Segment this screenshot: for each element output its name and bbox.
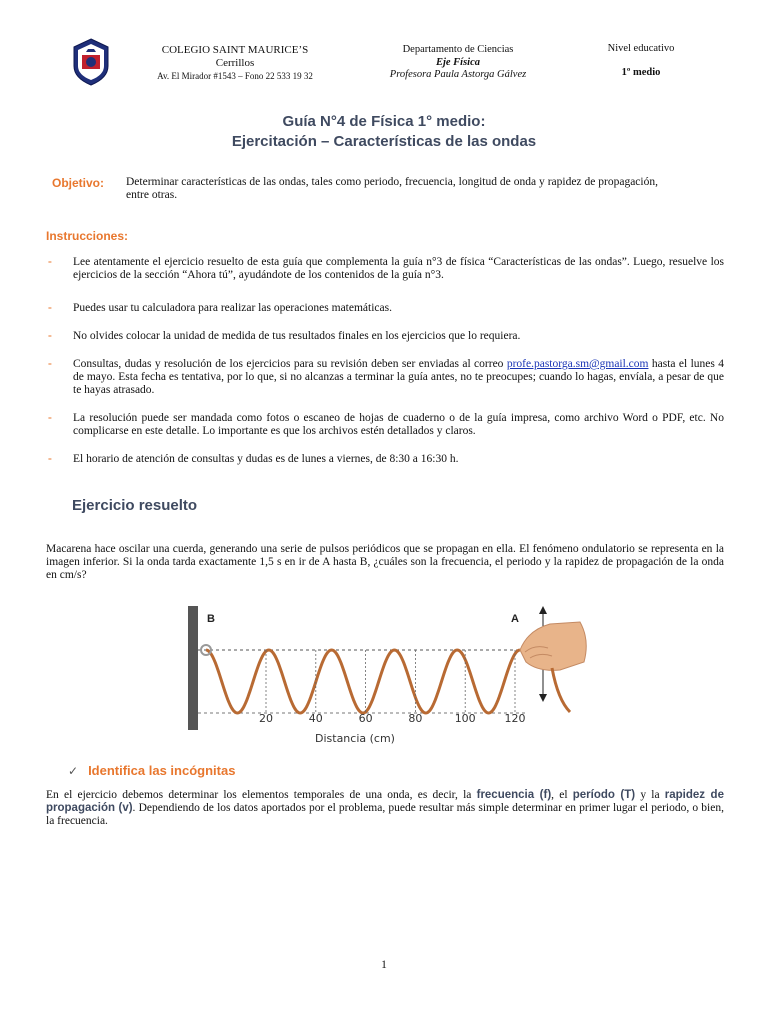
wave-figure (180, 600, 590, 750)
text-segment: y la (640, 789, 660, 801)
checkmark-icon: ✓ (68, 764, 79, 778)
teacher-name: Profesora Paula Astorga Gálvez (389, 69, 527, 80)
problem-text: Macarena hace oscilar una cuerda, generando una serie de pulsos periódicos que se propagan en ella. El fenómeno ondulatorio se representa en la imagen inferior. Si la onda tarda exactamente 1,5 s en ir de A hasta B, ¿cuáles son la frecuencia, el periodo y la rapidez de propagación de la onda en cm/s? (46, 543, 724, 581)
list-item (46, 453, 724, 466)
instruction-text: hasta el lunes 4 de mayo. Esta fecha es tentativa, por lo que, si no alcanzas a terminar la guía antes, no te preocupes; cuando lo hagas, envíala, a pesar de que te hayas atrasado. (73, 358, 725, 396)
identify-title: Identifica las incógnitas (88, 763, 236, 778)
objective-label: Objetivo: (52, 176, 105, 190)
school-address: Av. El Mirador #1543 – Fono 22 533 19 32 (157, 71, 313, 81)
tick-label: 100 (454, 712, 476, 725)
identify-text (46, 789, 724, 828)
text-segment: En el ejercicio debemos determinar los elementos temporales de una onda, es decir, la (46, 789, 472, 801)
level-info (586, 43, 696, 78)
term-speed: rapidez de propagación (v) (46, 789, 724, 814)
guide-title: Guía N°4 de Física 1° medio: (282, 113, 486, 130)
list-item (46, 330, 724, 343)
page-number: 1 (381, 959, 387, 971)
tick-label: 20 (259, 712, 273, 725)
wall (188, 606, 198, 730)
bullet-dash: - (48, 412, 52, 424)
label-a: A (511, 613, 519, 625)
arrow-down-icon (539, 694, 547, 702)
list-item (46, 256, 724, 282)
arrow-up-icon (539, 606, 547, 614)
instruction-text: Consultas, dudas y resolución de los ejercicios para su revisión deben ser enviadas al correo (73, 358, 504, 370)
subject-axis: Eje Física (435, 56, 481, 68)
department-info (360, 44, 556, 82)
axis-label: Distancia (cm) (315, 732, 395, 745)
school-info (120, 44, 350, 83)
bullet-dash: - (48, 330, 52, 342)
school-crest-icon (72, 38, 110, 86)
school-name: COLEGIO SAINT MAURICE’S (161, 44, 309, 56)
instruction-text: Puedes usar tu calculadora para realizar las operaciones matemáticas. (73, 302, 392, 314)
bullet-dash: - (48, 358, 52, 370)
school-city: Cerrillos (215, 57, 255, 69)
instructions-list (46, 256, 724, 466)
bullet-dash: - (48, 453, 52, 465)
tick-label: 80 (408, 712, 423, 725)
list-item (46, 302, 724, 315)
tick-label: 40 (308, 712, 323, 725)
term-period: período (T) (572, 789, 636, 801)
bullet-dash: - (48, 256, 52, 268)
text-segment: , el (551, 789, 568, 801)
department-name: Departamento de Ciencias (402, 44, 514, 55)
identify-heading (68, 762, 235, 780)
instruction-text: No olvides colocar la unidad de medida de tus resultados finales en los ejercicios que lo requiera. (73, 330, 521, 342)
hand-icon (520, 622, 586, 712)
objective-text: Determinar características de las ondas, tales como periodo, frecuencia, longitud de onda y rapidez de propagación, entre otras. (126, 176, 658, 201)
term-frequency: frecuencia (f) (476, 789, 552, 801)
guide-subtitle: Ejercitación – Características de las ondas (231, 133, 537, 150)
instruction-text: El horario de atención de consultas y dudas es de lunes a viernes, de 8:30 a 16:30 h. (73, 453, 459, 465)
list-item (46, 412, 724, 438)
instructions-label: Instrucciones: (46, 229, 129, 243)
email-link[interactable]: profe.pastorga.sm@gmail.com (506, 358, 649, 370)
instruction-text: La resolución puede ser mandada como fotos o escaneo de hojas de cuaderno o de la guía impresa, como archivo Word o PDF, etc. No complicarse en este detalle. Lo importante es que los archivos estén detallados y claros. (73, 412, 724, 437)
list-item (46, 358, 724, 397)
label-b: B (207, 613, 215, 625)
section-heading: Ejercicio resuelto (72, 497, 198, 514)
instruction-text: Lee atentamente el ejercicio resuelto de esta guía que complementa la guía n°3 de física “Características de las ondas”. Luego, resuelve los ejercicios de la sección “Ahora tú”, ayudándote de los contenidos de la guía n°3. (73, 256, 724, 281)
tick-label: 120 (504, 712, 526, 725)
wave-curve (206, 650, 520, 713)
level-label: Nivel educativo (607, 43, 675, 54)
text-segment: . Dependiendo de los datos aportados por el problema, puede resultar más simple determinar en primer lugar el periodo, o bien, la frecuencia. (46, 802, 724, 827)
bullet-dash: - (48, 302, 52, 314)
tick-label: 60 (358, 712, 373, 725)
level-value: 1º medio (621, 67, 661, 78)
